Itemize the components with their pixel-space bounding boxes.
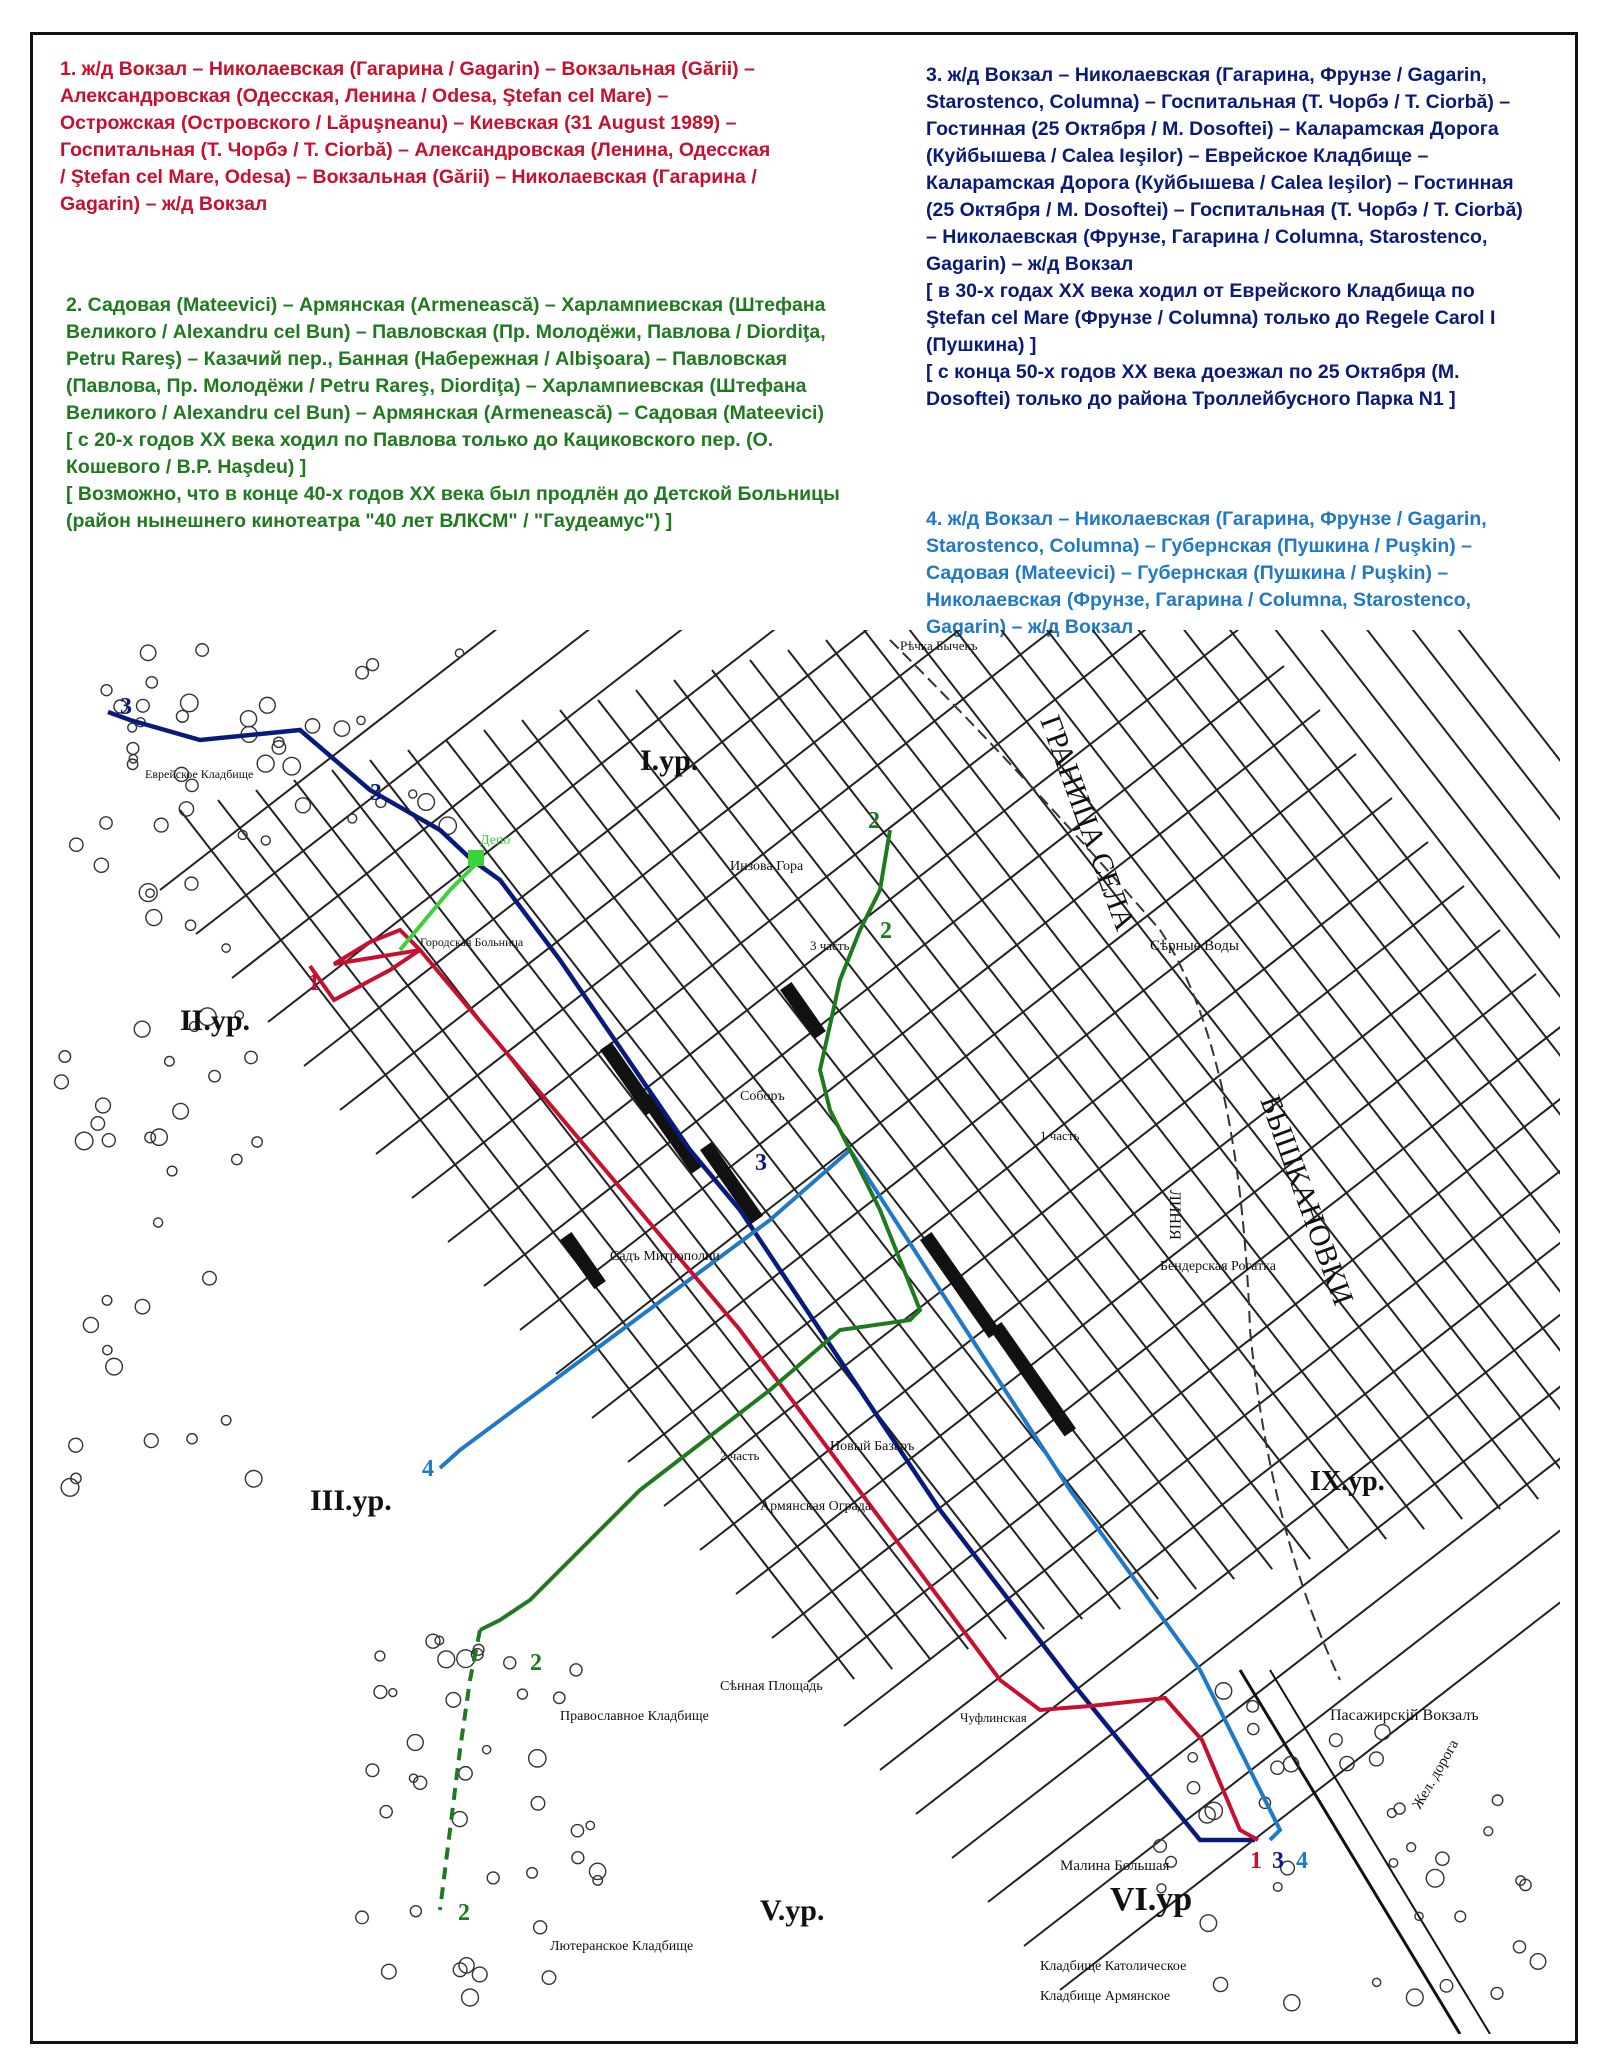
station-number-4: 4 <box>1296 1848 1308 1874</box>
tree-symbol <box>209 1070 221 1082</box>
place-part2: 2 часть <box>720 1448 760 1463</box>
tree-symbol <box>459 1767 472 1780</box>
place-bendery: Бендерская Рогатка <box>1160 1259 1276 1274</box>
tree-symbol <box>127 743 139 755</box>
tree-symbol <box>101 685 112 696</box>
tree-symbol <box>571 1825 583 1837</box>
street-line <box>408 750 1082 1619</box>
tree-symbol <box>100 817 112 829</box>
tree-symbol <box>356 1911 369 1924</box>
cross-street-line <box>772 1018 1560 1638</box>
tree-symbol <box>589 1863 605 1879</box>
tree-symbol <box>1407 1843 1416 1852</box>
tree-symbol <box>146 910 162 926</box>
place-hospital: Городская Больница <box>420 935 524 949</box>
route-4-description: 4. ж/д Вокзал – Николаевская (Гагарина, Фрунзе / Gagarin, Starostenco, Columna) – Губернская (Пушкина / Puşkin) – Садовая (Mateevici) – Губернская (Пушкина / Puşkin) – Николаевская (Фрунзе, Гагарина / Columna, Starostenco, Gagarin) – ж/д Вокзал <box>926 508 1487 638</box>
place-armenian-cem: Кладбище Армянское <box>1040 1989 1171 2004</box>
tree-symbol <box>103 1345 112 1354</box>
tree-symbol <box>1389 1859 1398 1868</box>
tree-symbol <box>245 1470 262 1487</box>
tree-symbol <box>452 1812 467 1827</box>
tree-symbol <box>483 1746 491 1754</box>
tree-symbol <box>305 719 319 733</box>
place-sobor: Соборъ <box>740 1089 785 1104</box>
street-line <box>1358 630 1560 1369</box>
street-line <box>1168 630 1560 1419</box>
cross-street-line <box>880 1150 1560 1770</box>
tree-symbol <box>542 1971 555 1984</box>
street-line <box>332 770 1006 1639</box>
tree-symbol <box>59 1051 71 1063</box>
cross-street-line <box>304 630 1104 1066</box>
place-lutheran: Лютеранское Кладбище <box>550 1939 694 1954</box>
street-line <box>902 630 1560 1489</box>
tree-symbol <box>165 1057 175 1067</box>
tree-symbol <box>1271 1761 1284 1774</box>
place-catholic: Кладбище Католическое <box>1040 1959 1187 1974</box>
tree-symbol <box>554 1692 565 1703</box>
tree-symbol <box>1375 1725 1390 1740</box>
tree-symbol <box>283 757 300 774</box>
street-line <box>218 800 892 1669</box>
place-part1: 1 часть <box>1040 1128 1080 1143</box>
place-armenian: Армянская Ограда <box>760 1499 872 1514</box>
marker-2-d: 2 <box>458 1900 470 1926</box>
tree-symbol <box>414 1776 427 1789</box>
cross-street-line <box>988 1282 1560 1902</box>
tree-symbol <box>1369 1752 1383 1766</box>
tree-symbol <box>504 1657 516 1669</box>
street-line <box>788 650 1462 1519</box>
cross-street-line <box>844 1106 1560 1726</box>
bishkanovka-label: БЫШКАНОВКИ <box>1253 1091 1360 1310</box>
tree-symbol <box>1394 1803 1405 1814</box>
marker-4-a: 4 <box>422 1456 434 1482</box>
tree-symbol <box>54 1075 68 1089</box>
street-line <box>1320 630 1560 1379</box>
tree-symbol <box>176 710 188 722</box>
tree-symbol <box>185 877 198 890</box>
place-inzov: Инзова Гора <box>730 859 804 874</box>
tree-symbol <box>1492 1795 1502 1805</box>
marker-2-a: 2 <box>868 808 880 834</box>
tree-symbol <box>1248 1723 1259 1734</box>
tree-symbol <box>517 1689 527 1699</box>
tree-symbol <box>96 1098 111 1113</box>
tree-symbol <box>181 694 198 711</box>
cross-street-line <box>268 630 1068 1022</box>
tree-symbol <box>173 1103 189 1119</box>
tree-symbol <box>1200 1915 1217 1932</box>
tree-symbol <box>1329 1734 1342 1747</box>
station-number-3: 3 <box>1272 1848 1284 1874</box>
place-stream: Рѣчка Бычекъ <box>900 638 978 653</box>
tree-symbol <box>529 1750 546 1767</box>
tree-symbol <box>446 1693 461 1708</box>
place-railway: Жел. дорога <box>1409 1737 1463 1812</box>
street-line <box>636 690 1310 1559</box>
tree-symbol <box>151 1129 167 1145</box>
tree-symbol <box>334 721 349 736</box>
tree-symbol <box>1513 1941 1525 1953</box>
tree-symbol <box>593 1876 603 1886</box>
cross-street-line <box>376 630 1176 1154</box>
cross-street-line <box>196 630 996 934</box>
street-line <box>370 760 1044 1629</box>
tree-symbol <box>375 1651 385 1661</box>
tree-symbol <box>1436 1852 1449 1865</box>
tree-symbol <box>106 1358 123 1375</box>
tree-symbol <box>61 1479 79 1497</box>
tree-symbol <box>295 798 310 813</box>
tree-symbol <box>257 755 274 772</box>
tree-symbol <box>1273 1883 1282 1892</box>
street-line <box>1244 630 1560 1399</box>
tree-symbol <box>570 1664 582 1676</box>
tree-symbol <box>1440 1980 1452 1992</box>
marker-3-start: 3 <box>120 694 132 720</box>
route-1-description: 1. ж/д Вокзал – Николаевская (Гагарина / Gagarin) – Вокзальная (Gării) – Александровская (Одесская, Ленина / Odesa, Ştefan cel Mare) – Острожская (Островского / Lăpuşneanu) – Киевская (31 August 1989) – Госпитальная (Т. Чорбэ / T. Ciorbă) – Александровская (Ленина, Одесская / Ştefan cel Mare, Odesa) – Вокзальная (Gării) – Николаевская (Гагарина / Gagarin) – ж/д Вокзал <box>60 58 771 215</box>
tree-symbol <box>410 1906 421 1917</box>
tree-symbol <box>154 1218 163 1227</box>
street-grid <box>160 630 1560 1990</box>
tree-symbol <box>261 836 270 845</box>
route-2-description: 2. Садовая (Mateevici) – Армянская (Armenească) – Харлампиевская (Штефана Великого / Alexandru cel Bun) – Павловская (Пр. Молодёжи, Павлова / Diordiţa, Petru Rareş) – Казачий пер., Банная (Набережная / Albişoara) – Павловская (Павлова, Пр. Молодёжи / Petru Rareş, Diordiţa) – Харлампиевская (Штефана Великого / Alexandru cel Bun) – Армянская (Armenească) – Садовая (Mateevici) <box>66 294 826 424</box>
tree-symbol <box>1387 1809 1396 1818</box>
cross-street-line <box>160 630 960 890</box>
tree-symbol <box>418 794 435 811</box>
tree-symbol <box>356 666 369 679</box>
place-orthodox: Православное Кладбище <box>560 1709 709 1724</box>
tree-symbol <box>187 1434 197 1444</box>
tree-symbol <box>1215 1683 1231 1699</box>
tree-symbol <box>472 1967 487 1982</box>
tree-symbol <box>487 1872 499 1884</box>
place-mala: Малина Большая <box>1060 1858 1170 1874</box>
tree-symbol <box>1284 1995 1300 2011</box>
tree-symbol <box>91 1117 105 1131</box>
tree-symbol <box>438 1651 455 1668</box>
tree-symbol <box>221 1416 230 1425</box>
route-4-line <box>440 1150 1280 1840</box>
tree-symbol <box>1188 1753 1197 1762</box>
tree-symbol <box>1530 1954 1546 1970</box>
district-label-2: II.ур. <box>180 1004 251 1037</box>
tree-symbol <box>69 1438 83 1452</box>
tree-symbol <box>203 1271 217 1285</box>
route-3-note-1: [ в 30-х годах XX века ходил от Еврейского Кладбища по Ştefan cel Mare (Фрунзе / Columna) только до Regele Carol I (Пушкина) ] <box>926 280 1496 356</box>
tree-symbol <box>83 1317 98 1332</box>
tree-symbol <box>145 1132 156 1143</box>
street-line <box>864 630 1538 1499</box>
district-label-6: VI.ур <box>1110 1881 1193 1918</box>
route-4-legend <box>926 506 1536 641</box>
place-jewish-cem: Еврейское Кладбище <box>145 767 254 781</box>
district-label-1: I.ур. <box>640 744 699 777</box>
tree-symbol <box>531 1797 545 1811</box>
tree-symbol <box>1406 1989 1423 2006</box>
marker-3-b: 3 <box>755 1150 767 1176</box>
tree-symbol <box>240 711 256 727</box>
district-label-9: IX.ур. <box>1310 1466 1385 1497</box>
tree-symbol <box>457 1650 475 1668</box>
tree-symbol <box>1455 1911 1466 1922</box>
tree-symbol <box>245 1051 257 1063</box>
street-line <box>256 790 930 1659</box>
tree-symbol <box>144 1434 158 1448</box>
street-line <box>294 780 968 1649</box>
street-line <box>826 640 1500 1509</box>
tree-symbol <box>140 645 155 660</box>
district-label-5: V.ур. <box>760 1894 825 1927</box>
tree-symbol <box>534 1921 547 1934</box>
tree-symbol <box>179 802 193 816</box>
tree-symbol <box>586 1821 594 1829</box>
marker-3-a: 3 <box>370 780 382 806</box>
tree-symbol <box>1373 1978 1381 1986</box>
tree-symbol <box>1199 1807 1215 1823</box>
tree-symbol <box>185 920 195 930</box>
city-map <box>40 630 1560 2034</box>
border-label: ГРАНИЦА СЕЛА <box>1033 711 1142 935</box>
route-3-legend <box>926 62 1536 413</box>
tree-symbol <box>252 1137 262 1147</box>
tree-symbol <box>455 649 463 657</box>
place-garden: Садъ Митрополии <box>610 1249 720 1264</box>
tree-symbol <box>146 677 157 688</box>
tree-symbol <box>102 1296 112 1306</box>
tree-symbol <box>409 790 417 798</box>
tree-symbol <box>75 1132 93 1150</box>
route-1-legend <box>60 56 780 218</box>
tree-symbol <box>167 1166 177 1176</box>
tree-symbol <box>367 659 379 671</box>
tree-symbol <box>134 1021 150 1037</box>
station-number-1: 1 <box>1250 1848 1262 1874</box>
tree-symbol <box>154 818 168 832</box>
tree-symbol <box>232 1154 242 1164</box>
route-3-note-2: [ с конца 50-х годов XX века доезжал по 25 Октября (M. Dosoftei) только до района Троллейбусного Парка N1 ] <box>926 361 1460 410</box>
place-hay: Сѣнная Площадь <box>720 1679 823 1694</box>
line-label: ЛИНIЯ <box>1166 1190 1183 1240</box>
tree-symbol <box>128 723 137 732</box>
tree-symbol <box>1484 1827 1493 1836</box>
tree-symbol <box>186 779 198 791</box>
tree-symbol <box>1491 1987 1503 1999</box>
tree-symbol <box>1426 1869 1444 1887</box>
place-sulfur: Сѣрные Воды <box>1150 938 1239 954</box>
tree-symbol <box>102 1134 115 1147</box>
tree-symbol <box>196 644 209 657</box>
marker-2-b: 2 <box>880 918 892 944</box>
tree-symbol <box>382 1964 397 1979</box>
tree-symbol <box>572 1852 584 1864</box>
place-part3: 3 часть <box>810 938 850 953</box>
marker-2-c: 2 <box>530 1650 542 1676</box>
tree-symbol <box>1213 1977 1227 1991</box>
tree-symbol <box>366 1764 379 1777</box>
tree-symbol <box>374 1686 387 1699</box>
route-2-note-2: [ Возможно, что в конце 40-х годов XX века был продлён до Детской Больницы (район нынешнего кинотеатра "40 лет ВЛКСМ" / "Гаудеамус") ] <box>66 483 840 532</box>
tree-symbol <box>94 858 108 872</box>
district-label-3: III.ур. <box>310 1484 392 1517</box>
place-bazaar: Новый Базаръ <box>830 1439 915 1454</box>
route-3-description: 3. ж/д Вокзал – Николаевская (Гагарина, Фрунзе / Gagarin, Starostenco, Columna) – Госпитальная (Т. Чорбэ / T. Ciorbă) – Гостинная (25 Октября / M. Dosoftei) – Калараmская Дорога (Куйбышева / Calea Ieşilor) – Еврейское Кладбище – Калараmская Дорога (Куйбышева / Calea Ieşilor) – Гостинная (25 Октября / M. Dosoftei) – Госпитальная (Т. Чорбэ / T. Ciorbă) – Николаевская (Фрунзе, Гагарина / Columna, Starostenco, Gagarin) – ж/д Вокзал <box>926 64 1523 275</box>
route-1-line <box>310 930 1258 1840</box>
route-2-note-1: [ с 20-х годов XX века ходил по Павлова только до Кациковского пер. (О. Кошевого / B.P. Haşdeu) ] <box>66 429 774 478</box>
tree-symbol <box>1247 1701 1259 1713</box>
cross-street-line <box>520 710 1320 1330</box>
marker-1-a: 1 <box>308 970 320 996</box>
tree-symbol <box>70 838 83 851</box>
tree-symbol <box>222 944 230 952</box>
depot-marker <box>468 850 484 866</box>
tree-symbol <box>146 889 154 897</box>
route-2-legend <box>66 292 866 535</box>
tree-symbol <box>137 699 150 712</box>
tree-symbol <box>462 1989 479 2006</box>
tree-symbol <box>527 1868 538 1879</box>
tree-symbol <box>407 1735 423 1751</box>
place-hippodrome: Чуфлинская <box>960 1710 1027 1725</box>
tree-symbol <box>259 697 275 713</box>
depot-label: Депо <box>480 833 511 848</box>
tree-symbol <box>389 1689 397 1697</box>
place-station: Пасажирскiй Вокзалъ <box>1330 1707 1479 1724</box>
tree-symbol <box>135 1299 149 1313</box>
tree-symbol <box>348 814 357 823</box>
tree-symbol <box>380 1806 392 1818</box>
tree-symbol <box>1187 1782 1199 1794</box>
cross-street-line <box>412 630 1212 1198</box>
tree-symbol <box>357 716 365 724</box>
